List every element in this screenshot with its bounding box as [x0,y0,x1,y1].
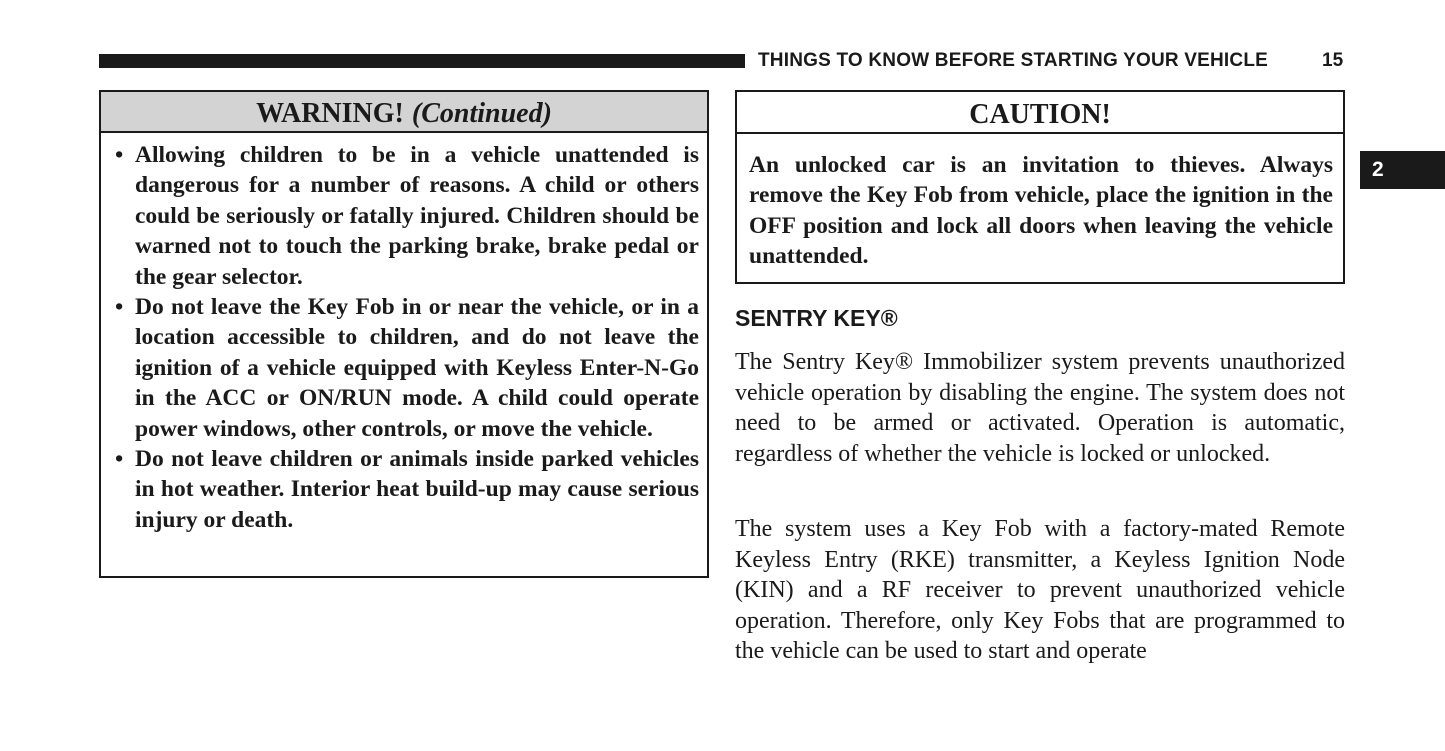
caution-box [735,90,1345,284]
page-number: 15 [1322,50,1344,71]
bullet-icon: • [115,294,124,321]
body-paragraph: The Sentry Key® Immobilizer system prevents unauthorized vehicle operation by disabling the engine. The system does not need to be armed or activated. Operation is automatic, regardless of whether the vehicle is locked or unlocked. [735,349,1345,467]
section-heading: SENTRY KEY® [735,305,898,331]
header-rule [99,54,745,68]
warning-list [115,140,699,535]
warning-item [115,444,699,535]
warning-item [115,292,699,444]
bullet-icon: • [115,142,124,168]
warning-item [115,140,699,292]
warning-label: WARNING! [256,98,404,129]
warning-box [99,90,709,578]
caution-text: An unlocked car is an invitation to thieves. Always remove the Key Fob from vehicle, place the ignition in the OFF position and lock all doors when leaving the vehicle unattended. [749,152,1333,270]
chapter-tab: 2 [1360,151,1445,189]
warning-item-text: Do not leave the Key Fob in or near the vehicle, or in a location accessible to children, and do not leave the ignition of a vehicle equipped with Keyless Enter-N-Go in the ACC or ON/RUN mode. A child could operate power windows, other controls, or move the vehicle. [135,294,699,442]
bullet-icon: • [115,446,124,473]
body-paragraph: The system uses a Key Fob with a factory-mated Remote Keyless Entry (RKE) transmitter, a Keyless Ignition Node (KIN) and a RF receiver to prevent unauthorized vehicle operation. Therefore, only Key Fobs that are programmed to the vehicle can be used to start and operate [735,516,1345,664]
running-header-title: THINGS TO KNOW BEFORE STARTING YOUR VEHICLE [758,50,1269,71]
caution-title: CAUTION! [737,92,1343,134]
warning-item-text: Do not leave children or animals inside parked vehicles in hot weather. Interior heat build-up may cause serious injury or death. [135,446,699,533]
warning-continued-label: (Continued) [411,98,552,129]
warning-item-text: Allowing children to be in a vehicle unattended is dangerous for a number of reasons. A child or others could be seriously or fatally injured. Children should be warned not to touch the parking brake, brake pedal or the gear selector. [135,142,699,290]
warning-title [101,92,707,133]
